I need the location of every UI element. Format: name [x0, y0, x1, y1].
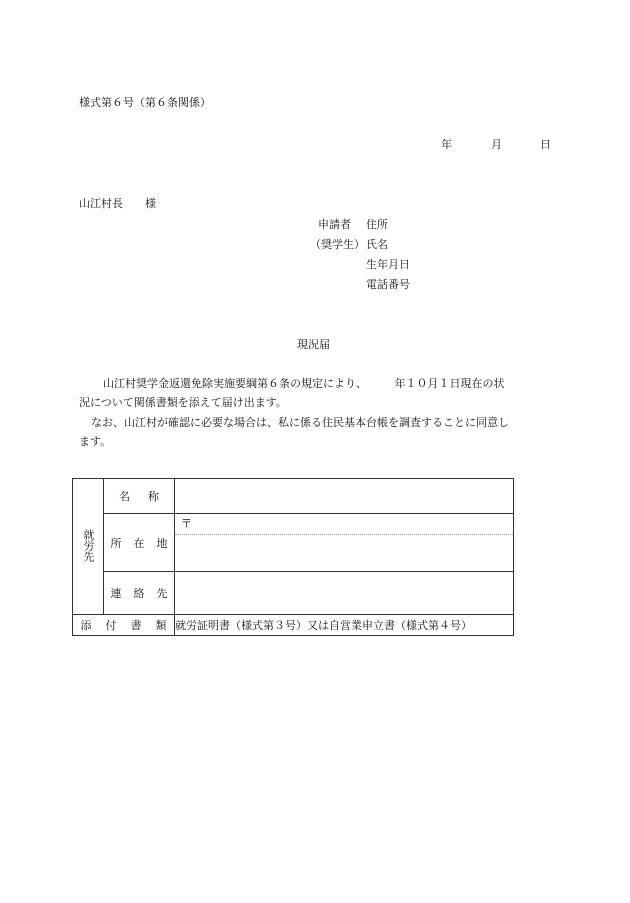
- addressee: 山江村長 様: [79, 197, 156, 210]
- body-para2-line2: ます。: [79, 435, 112, 448]
- location-label-cell: [104, 514, 180, 572]
- name-label-cell: [104, 479, 175, 514]
- body-paragraph-2: [79, 413, 557, 451]
- name-label: 名称: [119, 490, 177, 503]
- date-month: 月: [491, 138, 502, 151]
- attachments-label-cell: [73, 615, 181, 636]
- body-paragraph-1: [79, 374, 557, 412]
- contact-label-cell: [104, 572, 180, 615]
- postal-mark: 〒: [181, 517, 192, 530]
- applicant-label: 申請者: [318, 218, 351, 231]
- address-line: [175, 535, 513, 571]
- employment-table: [72, 478, 514, 636]
- applicant-sublabel: （奨学生）: [310, 238, 365, 251]
- location-value-cell: [175, 514, 514, 572]
- attachments-label: 添付書類: [80, 619, 181, 632]
- form-number: 様式第６号（第６条関係）: [79, 96, 211, 109]
- field-name: 氏名: [366, 238, 388, 251]
- contact-label: 連絡先: [110, 587, 180, 600]
- field-phone: 電話番号: [366, 278, 410, 291]
- date-year: 年: [441, 138, 452, 151]
- location-label: 所在地: [110, 536, 180, 550]
- body-para1-line1: 山江村奨学金返還免除実施要綱第６条の規定により、 年１０月１日現在の状: [103, 377, 505, 390]
- attachments-value-cell: [175, 615, 514, 636]
- attachments-value: 就労証明書（様式第３号）又は自営業申立書（様式第４号）: [175, 619, 472, 632]
- contact-value-cell: [175, 572, 514, 615]
- field-address: 住所: [366, 218, 388, 231]
- document-title: 現況届: [297, 338, 330, 351]
- postal-code-line: [175, 514, 513, 535]
- employment-section-label: 就労先: [82, 528, 95, 562]
- field-birthdate: 生年月日: [366, 258, 410, 271]
- body-para2-line1: なお、山江村が確認に必要な場合は、私に係る住民基本台帳を調査することに同意し: [91, 416, 509, 429]
- date-day: 日: [540, 138, 551, 151]
- employment-section-cell: [73, 479, 104, 615]
- name-value-cell: [175, 479, 514, 514]
- body-para1-line2: 況について関係書類を添えて届け出ます。: [79, 396, 287, 409]
